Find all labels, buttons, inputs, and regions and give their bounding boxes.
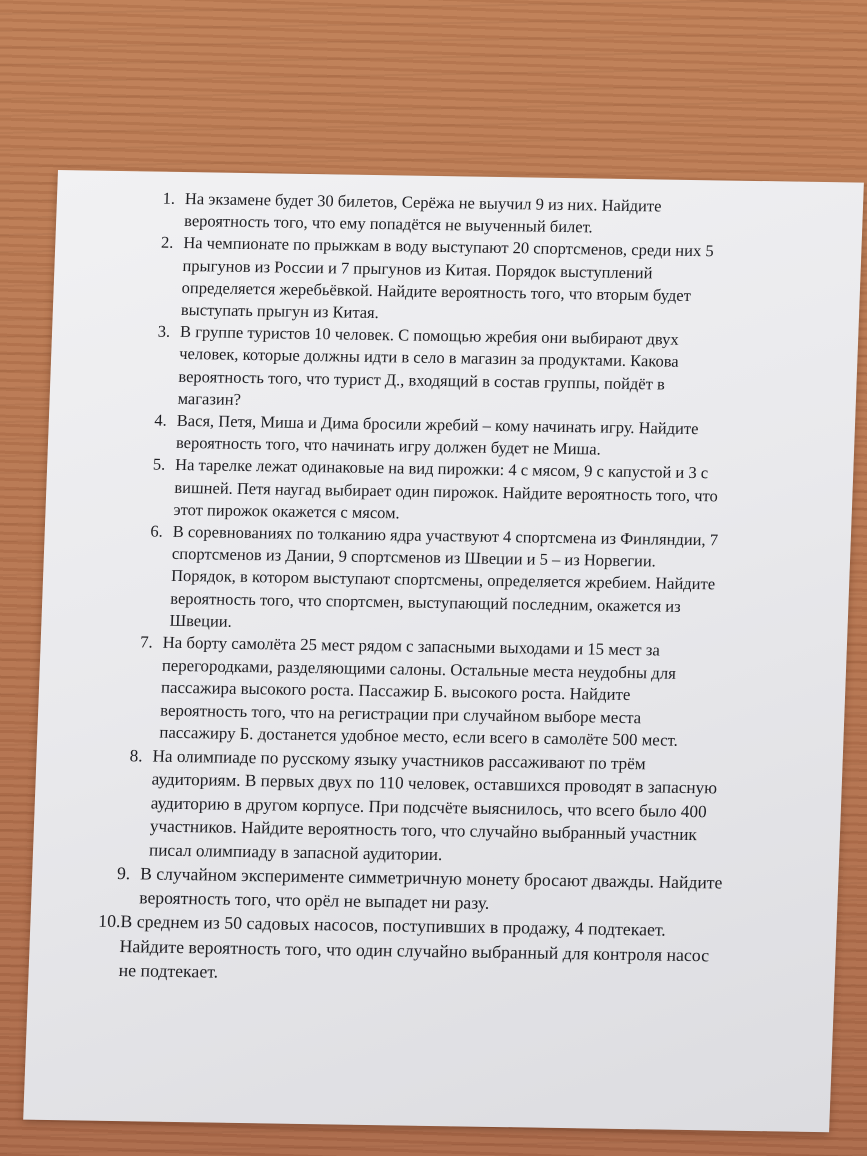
task-text: В соревнованиях по толканию ядра участвуют 4 спортсмена из Финляндии, 7 спортсменов из Дании, 9 спортсменов из Швеции и 5 – из Норвегии. Порядок, в котором выступают спортсмены, определяется жребием. Найдите вероятность того, что спортсмен, выступающий последним, окажется из Швеции. <box>169 521 719 631</box>
task-text: В группе туристов 10 человек. С помощью жребия они выбирают двух человек, которые должны идти в село в магазин за продуктами. Какова вероятность того, что турист Д., входящий в состав группы, пойдёт в магазин? <box>177 322 680 409</box>
task-item-2 <box>145 232 848 332</box>
task-text: Вася, Петя, Миша и Дима бросили жребий – кому начинать игру. Найдите вероятность того, что начинать игру должен будет не Миша. <box>175 410 699 459</box>
task-text: На чемпионате по прыжкам в воду выступают 20 спортсменов, среди них 5 прыгунов из России и 7 прыгунов из Китая. Порядок выступлений определяется жеребьёвкой. Найдите вероятность того, что вторым будет выступать прыгун из Китая. <box>180 233 715 323</box>
task-number: 4. <box>154 410 168 430</box>
task-text: В случайном эксперименте симметричную монету бросают дважды. Найдите вероятность того, что орёл не выпадет ни разу. <box>139 863 723 913</box>
task-number: 7. <box>139 632 154 652</box>
task-text: На тарелке лежат одинаковые на вид пирожки: 4 с мясом, 9 с капустой и 3 с вишней. Петя наугад выбирает один пирожок. Найдите вероятность того, что этот пирожок окажется с мясом. <box>173 455 719 523</box>
task-text: На борту самолёта 25 мест рядом с запасными выходами и 15 мест за перегородками, разделяющими салоны. Остальные места неудобны для пассажира высокого роста. Пассажир Б. высокого роста. Найдите вероятность того, что на регистрации при случайном выборе места пассажиру Б. достанется удобное место, если всего в самолёте 500 мест. <box>159 632 679 751</box>
task-text: На экзамене будет 30 билетов, Серёжа не выучил 9 из них. Найдите вероятность того, что ему попадётся не выученный билет. <box>183 189 662 237</box>
task-item-5 <box>137 454 839 532</box>
task-item-7 <box>123 631 833 755</box>
task-number: 2. <box>160 233 174 253</box>
worksheet-paper <box>23 170 864 1132</box>
task-number: 10. <box>97 910 121 932</box>
task-number: 8. <box>129 746 143 766</box>
task-item-8 <box>113 744 829 872</box>
task-number: 6. <box>150 521 164 541</box>
task-text: На олимпиаде по русскому языку участников рассаживают по трём аудиториям. В первых двух по 110 человек, оставшихся проводят в запасную аудиторию в другом корпусе. При подсчёте выяснилось, что всего было 400 участников. Найдите вероятность того, что случайно выбранный участник писал олимпиаду в запасной аудитории. <box>148 746 718 864</box>
task-item-6 <box>133 520 837 642</box>
task-number: 1. <box>162 188 176 208</box>
task-item-10 <box>94 909 823 994</box>
task-list <box>97 187 849 993</box>
task-number: 5. <box>152 454 166 475</box>
task-number: 9. <box>116 863 131 884</box>
task-number: 3. <box>157 321 171 341</box>
task-text: В среднем из 50 садовых насосов, поступивших в продажу, 4 подтекает. Найдите вероятность того, что один случайно выбранный для контроля насос не подтекает. <box>118 911 710 982</box>
task-item-3 <box>141 321 844 421</box>
